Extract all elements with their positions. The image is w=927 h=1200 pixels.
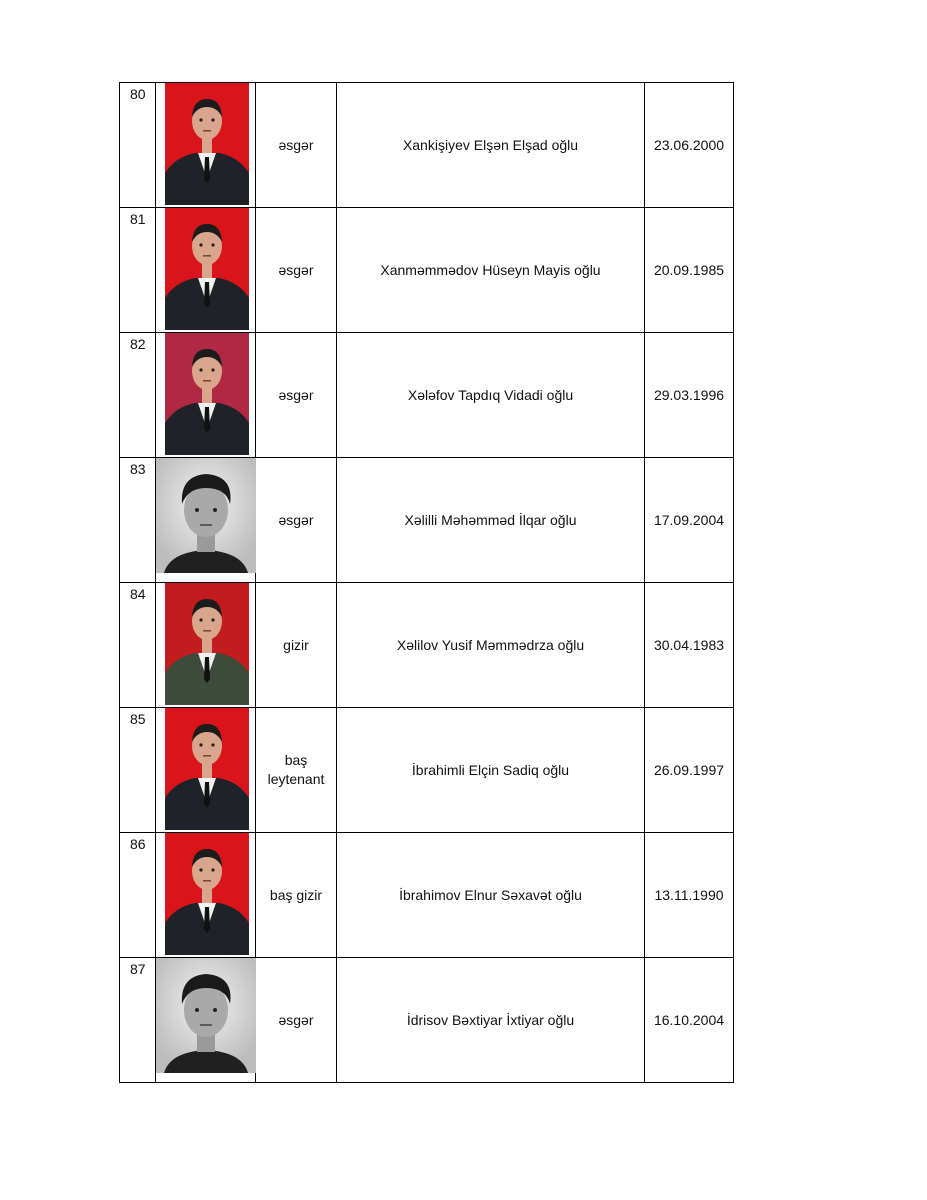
table-row <box>120 583 734 708</box>
rank-cell: əsgər <box>256 958 337 1083</box>
table-row <box>120 83 734 208</box>
rank-cell: əsgər <box>256 208 337 333</box>
photo-cell <box>156 458 256 583</box>
row-number: 85 <box>120 708 156 833</box>
table-row <box>120 208 734 333</box>
row-number: 82 <box>120 333 156 458</box>
photo-cell <box>156 958 256 1083</box>
name-cell: Xəlilov Yusif Məmmədrza oğlu <box>337 583 645 708</box>
name-cell: Xankişiyev Elşən Elşad oğlu <box>337 83 645 208</box>
photo-cell <box>156 708 256 833</box>
photo-cell <box>156 583 256 708</box>
date-cell: 23.06.2000 <box>645 83 734 208</box>
name-cell: İbrahimov Elnur Səxavət oğlu <box>337 833 645 958</box>
photo-cell <box>156 83 256 208</box>
date-cell: 17.09.2004 <box>645 458 734 583</box>
date-cell: 16.10.2004 <box>645 958 734 1083</box>
portrait-photo <box>165 208 249 330</box>
table-row <box>120 708 734 833</box>
date-cell: 30.04.1983 <box>645 583 734 708</box>
rank-cell: əsgər <box>256 83 337 208</box>
portrait-photo <box>156 958 256 1073</box>
row-number: 83 <box>120 458 156 583</box>
date-cell: 26.09.1997 <box>645 708 734 833</box>
row-number: 81 <box>120 208 156 333</box>
name-cell: Xələfov Tapdıq Vidadi oğlu <box>337 333 645 458</box>
rank-cell: baş gizir <box>256 833 337 958</box>
date-cell: 13.11.1990 <box>645 833 734 958</box>
rank-cell: baş leytenant <box>256 708 337 833</box>
date-cell: 29.03.1996 <box>645 333 734 458</box>
portrait-photo <box>165 583 249 705</box>
name-cell: İdrisov Bəxtiyar İxtiyar oğlu <box>337 958 645 1083</box>
table-row <box>120 958 734 1083</box>
row-number: 80 <box>120 83 156 208</box>
photo-cell <box>156 833 256 958</box>
name-cell: Xanməmmədov Hüseyn Mayis oğlu <box>337 208 645 333</box>
portrait-photo <box>165 833 249 955</box>
portrait-photo <box>165 83 249 205</box>
photo-cell <box>156 208 256 333</box>
table-row <box>120 333 734 458</box>
date-cell: 20.09.1985 <box>645 208 734 333</box>
table-row <box>120 833 734 958</box>
rank-cell: gizir <box>256 583 337 708</box>
name-cell: İbrahimli Elçin Sadiq oğlu <box>337 708 645 833</box>
photo-cell <box>156 333 256 458</box>
name-cell: Xəlilli Məhəmməd İlqar oğlu <box>337 458 645 583</box>
portrait-photo <box>156 458 256 573</box>
row-number: 84 <box>120 583 156 708</box>
row-number: 86 <box>120 833 156 958</box>
rank-cell: əsgər <box>256 458 337 583</box>
portrait-photo <box>165 708 249 830</box>
rank-cell: əsgər <box>256 333 337 458</box>
table-row <box>120 458 734 583</box>
personnel-table <box>119 82 734 1083</box>
row-number: 87 <box>120 958 156 1083</box>
portrait-photo <box>165 333 249 455</box>
